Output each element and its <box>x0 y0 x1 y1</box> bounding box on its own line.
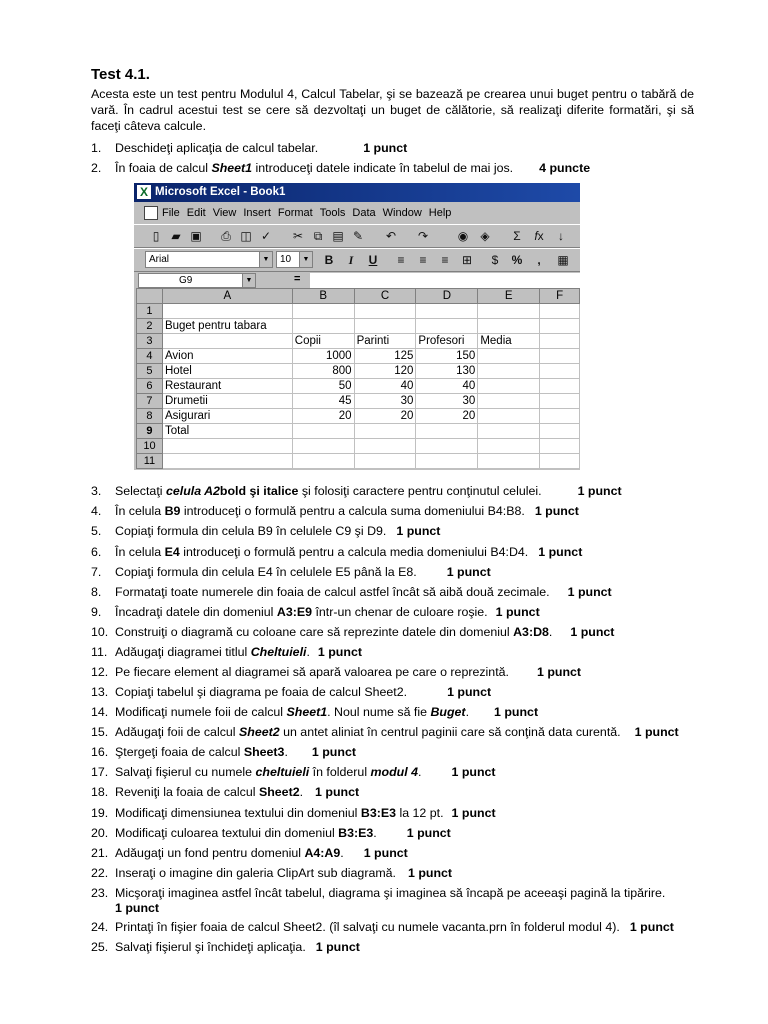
row-header[interactable]: 6 <box>137 379 163 394</box>
item-number: 18. <box>91 785 109 799</box>
item-text: . <box>306 645 310 659</box>
formula-bar <box>134 272 580 289</box>
item-number: 12. <box>91 665 109 679</box>
paste-icon[interactable]: ▤ <box>332 229 344 243</box>
item-number: 4. <box>91 504 102 518</box>
cell[interactable] <box>292 454 354 469</box>
item-bold: E4 <box>164 545 180 559</box>
item-text: introduceţi o formulă pentru a calcula suma domeniului B4:B8. <box>180 504 525 518</box>
item-text: . <box>465 705 470 719</box>
cell[interactable]: 30 <box>416 394 478 409</box>
cell[interactable]: 125 <box>354 349 416 364</box>
cell[interactable] <box>354 319 416 334</box>
item-text: Salvaţi fişierul şi închideţi aplicaţia. <box>115 940 306 954</box>
cell[interactable]: Parinti <box>354 334 416 349</box>
task-item-1 <box>91 141 407 156</box>
open-icon[interactable]: ▰ <box>171 229 181 243</box>
item-points: 1 punct <box>311 745 356 759</box>
item-text: Selectaţi <box>115 484 166 498</box>
item-text: Copiaţi formula din celula E4 în celulele E5 până la E8. <box>115 565 417 579</box>
item-number: 13. <box>91 685 109 699</box>
percent-icon[interactable]: % <box>511 253 523 267</box>
item-text: . Noul nume să fie <box>327 705 431 719</box>
cell[interactable] <box>162 304 292 319</box>
cell[interactable] <box>162 454 292 469</box>
formatting-toolbar <box>134 248 580 272</box>
align-center-icon[interactable]: ≡ <box>419 253 427 267</box>
item-points: 1 punct <box>446 565 491 579</box>
sort-ascending-icon[interactable]: ↓ <box>558 229 564 243</box>
item-bold: B9 <box>164 504 181 518</box>
table-row <box>137 334 580 349</box>
cell[interactable] <box>354 424 416 439</box>
cell[interactable] <box>416 454 478 469</box>
item-number: 1. <box>91 141 102 155</box>
item-points: 1 punct <box>567 585 612 599</box>
cell[interactable] <box>416 439 478 454</box>
cell[interactable] <box>416 424 478 439</box>
align-left-icon[interactable]: ≡ <box>397 253 405 267</box>
item-bold: bold şi italice <box>219 484 299 498</box>
item-text: la 12 pt. <box>396 806 444 820</box>
cell[interactable] <box>540 424 580 439</box>
align-right-icon[interactable]: ≡ <box>441 253 449 267</box>
font-name-value: Arial <box>149 254 170 265</box>
cell[interactable]: Media <box>478 334 540 349</box>
item-points: 1 punct <box>451 765 496 779</box>
row-header[interactable]: 3 <box>137 334 163 349</box>
cell[interactable] <box>416 319 478 334</box>
name-box[interactable] <box>138 273 256 288</box>
item-points: 1 punct <box>495 605 540 619</box>
item-text: În celula <box>115 504 165 518</box>
cell-reference: G9 <box>179 275 193 286</box>
item-points: 1 punct <box>315 785 360 799</box>
task-item-18 <box>91 785 359 800</box>
cell[interactable]: 20 <box>416 409 478 424</box>
cell[interactable]: 20 <box>354 409 416 424</box>
task-item-8 <box>91 585 612 600</box>
formula-equals[interactable]: = <box>294 273 301 285</box>
cell[interactable]: 150 <box>416 349 478 364</box>
menu-data[interactable]: Data <box>352 207 376 219</box>
item-number: 17. <box>91 765 109 779</box>
column-header-d[interactable]: D <box>416 289 478 304</box>
task-item-7 <box>91 565 491 580</box>
cell[interactable]: Asigurari <box>162 409 292 424</box>
item-text: Pe fiecare element al diagramei să apară valoarea pe care o reprezintă. <box>115 665 509 679</box>
item-text: Construiţi o diagramă cu coloane care să reprezinte datele din domeniul <box>115 625 514 639</box>
cell[interactable] <box>540 364 580 379</box>
excel-logo-icon: X <box>137 185 151 199</box>
item-number: 15. <box>91 725 109 739</box>
item-text: Copiaţi formula din celula B9 în celulele C9 şi D9. <box>115 524 387 538</box>
task-item-9 <box>91 605 540 620</box>
cell[interactable] <box>540 304 580 319</box>
task-item-12 <box>91 665 581 680</box>
item-text: Micşoraţi imaginea astfel încât tabelul, diagrama şi imaginea să încapă pe aceeaşi pagină la tipărire. <box>115 886 666 900</box>
cell[interactable] <box>540 394 580 409</box>
table-row <box>137 364 580 379</box>
table-row <box>137 379 580 394</box>
cell[interactable] <box>478 364 540 379</box>
item-number: 20. <box>91 826 109 840</box>
item-text: . <box>340 846 344 860</box>
column-header-f[interactable]: F <box>540 289 580 304</box>
item-emphasis: modul 4 <box>370 765 419 779</box>
cell[interactable]: 50 <box>292 379 354 394</box>
row-header[interactable]: 4 <box>137 349 163 364</box>
excel-menu-bar <box>134 203 580 223</box>
task-item-11 <box>91 645 362 660</box>
table-row <box>137 409 580 424</box>
column-header-b[interactable]: B <box>292 289 354 304</box>
table-row <box>137 319 580 334</box>
row-header[interactable]: 1 <box>137 304 163 319</box>
cell[interactable]: Buget pentru tabara <box>162 319 292 334</box>
excel-screenshot <box>134 183 580 470</box>
chevron-down-icon[interactable]: ▼ <box>259 252 272 267</box>
table-row <box>137 454 580 469</box>
cell[interactable] <box>416 304 478 319</box>
cell[interactable]: 1000 <box>292 349 354 364</box>
task-item-14 <box>91 705 538 720</box>
item-number: 11. <box>91 645 108 659</box>
item-number: 7. <box>91 565 102 579</box>
item-number: 16. <box>91 745 109 759</box>
item-text: şi folosiţi caractere <box>298 484 408 498</box>
cell[interactable]: Total <box>162 424 292 439</box>
table-row <box>137 394 580 409</box>
task-item-25 <box>91 940 360 955</box>
cell[interactable] <box>540 439 580 454</box>
item-text: Inseraţi o imagine din galeria ClipArt sub diagramă. <box>115 866 396 880</box>
item-text: . <box>418 765 422 779</box>
cell[interactable] <box>478 304 540 319</box>
item-text: în folderul <box>309 765 371 779</box>
item-points: 1 punct <box>577 484 622 498</box>
item-text: Deschideţi aplicaţia de calcul tabelar. <box>115 141 319 155</box>
cell[interactable]: 130 <box>416 364 478 379</box>
item-points: 1 punct <box>534 504 579 518</box>
task-item-24 <box>91 920 674 935</box>
menu-format[interactable]: Format <box>277 207 313 219</box>
cell[interactable]: 800 <box>292 364 354 379</box>
cell[interactable] <box>354 454 416 469</box>
print-preview-icon[interactable]: ◫ <box>240 229 252 243</box>
row-header[interactable]: 5 <box>137 364 163 379</box>
item-text: Modificaţi numele foii de calcul <box>115 705 287 719</box>
item-points: 1 punct <box>570 625 615 639</box>
cell[interactable] <box>478 439 540 454</box>
item-number: 5. <box>91 524 102 538</box>
table-row <box>137 424 580 439</box>
item-points: 1 punct <box>406 826 451 840</box>
item-emphasis: cheltuieli <box>255 765 310 779</box>
copy-icon[interactable]: ⧉ <box>313 229 323 243</box>
cell[interactable]: 40 <box>416 379 478 394</box>
item-emphasis: Sheet1 <box>211 161 253 175</box>
currency-icon[interactable]: $ <box>491 253 499 267</box>
item-emphasis: celula A2 <box>165 484 220 498</box>
item-points: 1 punct <box>408 866 453 880</box>
save-icon[interactable]: ▣ <box>190 229 202 243</box>
formula-input[interactable] <box>310 273 580 288</box>
underline-icon[interactable]: U <box>368 253 378 267</box>
new-icon[interactable]: ▯ <box>152 229 160 243</box>
bold-icon[interactable]: B <box>324 253 334 267</box>
item-number: 25. <box>91 940 109 954</box>
item-points: 4 puncte <box>539 161 591 175</box>
web-icon[interactable]: ◉ <box>457 229 469 243</box>
item-number: 23. <box>91 886 109 900</box>
item-points: 1 punct <box>629 920 674 934</box>
item-text: pentru conţinutul celulei. <box>407 484 542 498</box>
item-text: Adăugaţi foii de calcul <box>115 725 239 739</box>
cell[interactable] <box>292 424 354 439</box>
menu-tools[interactable]: Tools <box>319 207 346 219</box>
borders-icon[interactable]: ▦ <box>557 253 569 267</box>
cell[interactable] <box>354 439 416 454</box>
item-text: Printaţi în fişier foaia de calcul Sheet2. (îl salvaţi cu numele vacanta.prn în folderul modul 4). <box>115 920 620 934</box>
item-text: Modificaţi dimensiunea textului din domeniul <box>115 806 361 820</box>
font-size-value: 10 <box>280 254 292 265</box>
item-text: introduceţi o formulă pentru a calcula media domeniului B4:D4. <box>179 545 529 559</box>
item-points: 1 punct <box>363 141 408 155</box>
row-header[interactable]: 9 <box>137 424 163 439</box>
cell[interactable] <box>292 319 354 334</box>
menu-file[interactable]: File <box>162 207 180 219</box>
task-item-15 <box>91 725 679 740</box>
column-header-e[interactable]: E <box>478 289 540 304</box>
item-text: Adăugaţi diagramei titlul <box>115 645 251 659</box>
item-points: 1 punct <box>315 940 360 954</box>
row-header[interactable]: 2 <box>137 319 163 334</box>
cell[interactable] <box>540 349 580 364</box>
item-text: În celula <box>115 545 165 559</box>
cell[interactable]: Profesori <box>416 334 478 349</box>
cell[interactable] <box>162 334 292 349</box>
cell[interactable] <box>292 439 354 454</box>
task-item-4 <box>91 504 579 519</box>
item-points: 1 punct <box>538 545 583 559</box>
cell[interactable] <box>540 409 580 424</box>
item-text: . <box>548 625 553 639</box>
menu-insert[interactable]: Insert <box>243 207 271 219</box>
hyperlink-icon[interactable]: ◈ <box>480 229 490 243</box>
task-item-19 <box>91 806 496 821</box>
cell[interactable] <box>478 349 540 364</box>
format-painter-icon[interactable]: ✎ <box>352 229 364 243</box>
row-header[interactable]: 11 <box>137 454 163 469</box>
standard-toolbar <box>134 224 580 248</box>
item-bold: A3:E9 <box>276 605 312 619</box>
task-item-23 <box>91 886 711 916</box>
item-text: Încadraţi datele din domeniul <box>115 605 277 619</box>
redo-icon[interactable]: ↷ <box>417 229 429 243</box>
item-text: Ştergeţi foaia de calcul <box>115 745 244 759</box>
cell[interactable]: 40 <box>354 379 416 394</box>
spreadsheet-grid <box>136 288 580 469</box>
item-text: Copiaţi tabelul şi diagrama pe foaia de calcul Sheet2. <box>115 685 408 699</box>
item-number: 6. <box>91 545 102 559</box>
item-emphasis: Sheet1 <box>286 705 328 719</box>
cell[interactable]: Restaurant <box>162 379 292 394</box>
menu-help[interactable]: Help <box>428 207 452 219</box>
item-bold: A3:D8 <box>513 625 549 639</box>
item-points: 1 punct <box>363 846 408 860</box>
cell[interactable]: Hotel <box>162 364 292 379</box>
task-item-10 <box>91 625 614 640</box>
cell[interactable] <box>162 439 292 454</box>
menu-edit[interactable]: Edit <box>186 207 206 219</box>
excel-title-bar <box>134 183 580 202</box>
task-item-20 <box>91 826 451 841</box>
cell[interactable] <box>478 379 540 394</box>
task-item-6 <box>91 545 582 560</box>
item-points: 1 punct <box>447 685 492 699</box>
task-item-16 <box>91 745 356 760</box>
cell[interactable] <box>478 409 540 424</box>
item-bold: Sheet2 <box>258 785 300 799</box>
item-points: 1 punct <box>451 806 496 820</box>
excel-window-title: Microsoft Excel - Book1 <box>155 186 286 198</box>
column-header-row <box>137 289 580 304</box>
cell[interactable]: 120 <box>354 364 416 379</box>
cell[interactable] <box>354 304 416 319</box>
item-text: introduceţi datele indicate în tabelul de mai jos. <box>252 161 514 175</box>
cell[interactable]: Copii <box>292 334 354 349</box>
chevron-down-icon[interactable]: ▼ <box>242 274 255 287</box>
font-size-select[interactable] <box>276 251 313 268</box>
function-icon[interactable]: fx <box>534 229 544 243</box>
item-text: un antet aliniat în centrul paginii care să conţină data curentă. <box>279 725 621 739</box>
item-number: 3. <box>91 484 102 498</box>
spelling-icon[interactable]: ✓ <box>260 229 272 243</box>
cell[interactable]: Avion <box>162 349 292 364</box>
cell[interactable] <box>478 394 540 409</box>
cell[interactable] <box>478 319 540 334</box>
item-bold: Sheet3 <box>243 745 285 759</box>
task-item-5 <box>91 524 440 539</box>
item-number: 24. <box>91 920 109 934</box>
undo-icon[interactable]: ↶ <box>385 229 397 243</box>
font-name-select[interactable] <box>145 251 273 268</box>
item-bold: B3:E3 <box>338 826 374 840</box>
menu-view[interactable]: View <box>212 207 237 219</box>
item-points: 1 punct <box>115 901 160 915</box>
column-header-c[interactable]: C <box>354 289 416 304</box>
cut-icon[interactable]: ✂ <box>292 229 304 243</box>
item-points: 1 punct <box>494 705 539 719</box>
page-title: Test 4.1. <box>91 66 150 83</box>
item-number: 21. <box>91 846 109 860</box>
item-bold: B3:E3 <box>360 806 397 820</box>
item-points: 1 punct <box>317 645 362 659</box>
cell[interactable] <box>540 319 580 334</box>
autosum-icon[interactable]: Σ <box>513 229 521 243</box>
cell[interactable]: 20 <box>292 409 354 424</box>
item-number: 2. <box>91 161 102 175</box>
item-number: 8. <box>91 585 102 599</box>
item-text: Salvaţi fişierul cu numele <box>115 765 256 779</box>
workbook-icon <box>144 206 158 220</box>
column-header-a[interactable]: A <box>162 289 292 304</box>
item-text: În foaia de calcul <box>115 161 212 175</box>
item-number: 22. <box>91 866 109 880</box>
menu-window[interactable]: Window <box>382 207 422 219</box>
item-number: 19. <box>91 806 109 820</box>
comma-icon[interactable]: , <box>537 253 541 267</box>
item-text: . <box>373 826 377 840</box>
row-header[interactable]: 7 <box>137 394 163 409</box>
item-text: Modificaţi culoarea textului din domeniul <box>115 826 339 840</box>
item-bold: A4:A9 <box>304 846 341 860</box>
row-header[interactable]: 10 <box>137 439 163 454</box>
cell[interactable] <box>478 454 540 469</box>
item-text: . <box>284 745 288 759</box>
item-points: 1 punct <box>396 524 441 538</box>
italic-icon[interactable]: I <box>348 253 354 267</box>
item-points: 1 punct <box>536 665 582 679</box>
cell[interactable]: 45 <box>292 394 354 409</box>
task-item-17 <box>91 765 496 780</box>
cell[interactable]: 30 <box>354 394 416 409</box>
table-row <box>137 304 580 319</box>
cell[interactable] <box>478 424 540 439</box>
item-points: 1 punct <box>634 725 679 739</box>
cell[interactable] <box>540 454 580 469</box>
item-text: într-un chenar de culoare roşie. <box>312 605 488 619</box>
task-item-2 <box>91 161 590 176</box>
item-emphasis: Buget <box>430 705 466 719</box>
table-row <box>137 349 580 364</box>
task-item-3 <box>91 484 622 499</box>
item-text: Adăugaţi un fond pentru domeniul <box>115 846 305 860</box>
cell[interactable] <box>292 304 354 319</box>
task-item-22 <box>91 866 452 881</box>
item-number: 9. <box>91 605 102 619</box>
cell[interactable] <box>540 379 580 394</box>
table-row <box>137 439 580 454</box>
print-icon[interactable]: ⎙ <box>221 229 231 243</box>
cell[interactable]: Drumetii <box>162 394 292 409</box>
item-text: . <box>299 785 304 799</box>
select-all-corner[interactable] <box>137 289 163 304</box>
item-text: Formataţi toate numerele din foaia de calcul astfel încât să aibă două zecimale. <box>115 585 550 599</box>
chevron-down-icon[interactable]: ▼ <box>299 252 312 267</box>
item-number: 10. <box>91 625 109 639</box>
item-emphasis: Cheltuieli <box>250 645 307 659</box>
task-item-21 <box>91 846 408 861</box>
item-text: Reveniţi la foaia de calcul <box>115 785 259 799</box>
item-emphasis: Sheet2 <box>239 725 280 739</box>
cell[interactable] <box>540 334 580 349</box>
intro-paragraph: Acesta este un test pentru Modulul 4, Calcul Tabelar, şi se bazează pe crearea unui buget pentru o tabără de vară. În cadrul acestui test se cere să dezvoltaţi un buget de călătorie, să realizaţi diferite formatări, şi să faceţi câteva calcule. <box>91 87 694 133</box>
merge-center-icon[interactable]: ⊞ <box>461 253 473 267</box>
item-number: 14. <box>91 705 109 719</box>
task-item-13 <box>91 685 491 700</box>
row-header[interactable]: 8 <box>137 409 163 424</box>
